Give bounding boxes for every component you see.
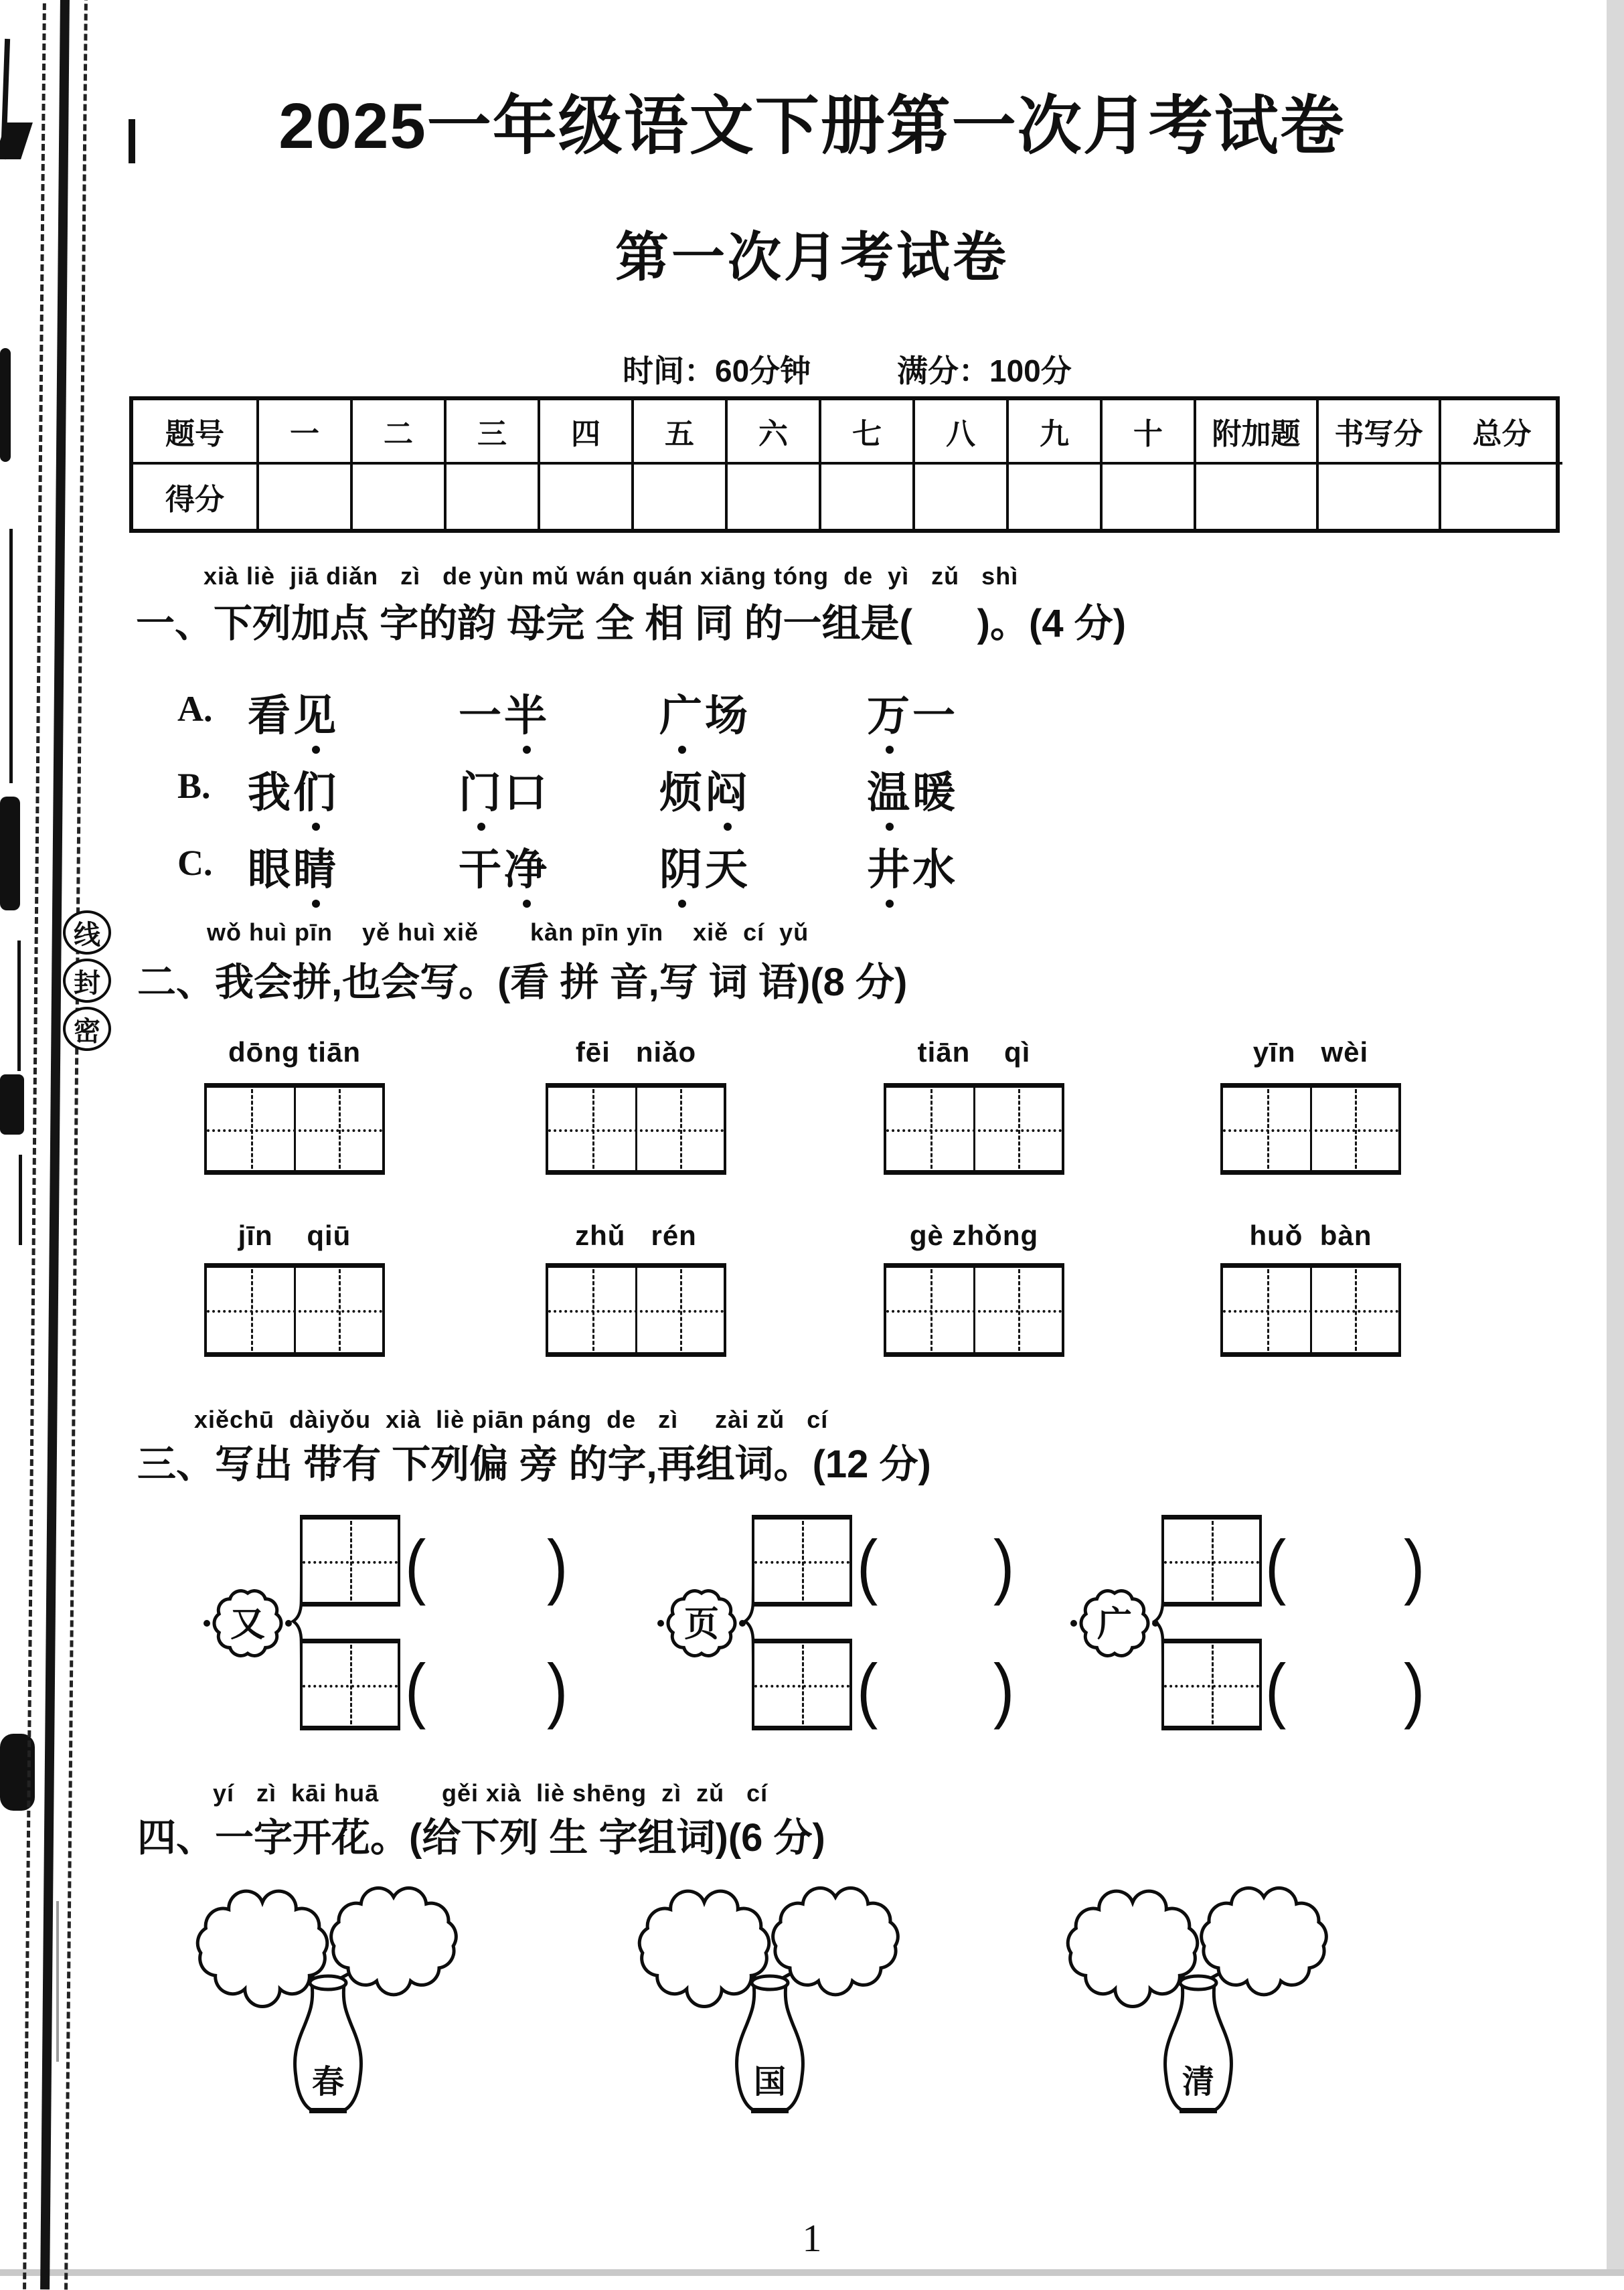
option-word <box>248 681 339 743</box>
seal-char-mi: 密 <box>63 1007 111 1051</box>
option-word <box>867 835 958 897</box>
grid-dotted-guide <box>1164 1685 1259 1688</box>
writing-grid-single-cell <box>752 1515 852 1607</box>
writing-grid-single-cell <box>752 1639 852 1730</box>
hanzi-char: 闷 <box>705 758 750 820</box>
score-table-score-row <box>133 465 1556 529</box>
pinyin-word-label: fēi niǎo <box>575 1036 697 1068</box>
score-table-column-header: 九 <box>1009 400 1103 465</box>
emphasis-dot-icon <box>523 900 531 908</box>
score-table-column-header: 二 <box>353 400 446 465</box>
grid-dotted-guide <box>548 1310 724 1313</box>
paren-close: ) <box>1404 1525 1425 1606</box>
section4-heading: 四、一字开花。(给下列 生 字组词)(6 分) <box>137 1816 825 1860</box>
score-table-column-header: 七 <box>821 400 915 465</box>
hanzi-char: 烦 <box>659 768 705 817</box>
page-bottom-edge <box>0 2269 1624 2276</box>
writing-grid-two-cell <box>884 1083 1064 1175</box>
hanzi-char: 井 <box>867 835 912 897</box>
vase-seed-char: 春 <box>311 2064 345 2100</box>
hanzi-char: 眼 <box>248 845 293 894</box>
exam-time: 时间：60分钟 <box>623 353 811 388</box>
radical-flower-badge <box>1071 1580 1158 1667</box>
hanzi-char: 半 <box>504 681 550 743</box>
scan-artifact <box>19 1155 22 1245</box>
section2-heading: 二、我会拼,也会写。(看 拼 音,写 词 语)(8 分) <box>137 961 908 1004</box>
emphasis-dot-icon <box>477 823 485 831</box>
radical-char: 广 <box>1097 1605 1133 1644</box>
writing-grid-two-cell <box>204 1083 385 1175</box>
paren-close: ) <box>547 1525 568 1606</box>
score-table-column-header: 四 <box>540 400 634 465</box>
score-row-label: 得分 <box>133 465 259 529</box>
option-word <box>659 681 750 743</box>
emphasis-dot-icon <box>678 900 686 908</box>
word-flower-vase-figure <box>656 1880 884 2121</box>
grid-dotted-guide <box>548 1129 724 1132</box>
grid-dotted-guide <box>754 1685 849 1688</box>
paren-open: ( <box>405 1649 426 1730</box>
writing-grid-two-cell <box>546 1263 726 1357</box>
emphasis-dot-icon <box>886 823 894 831</box>
grid-dotted-guide <box>886 1129 1062 1132</box>
score-input-cell <box>1319 465 1441 529</box>
word-flower-vase-figure <box>1084 1880 1312 2121</box>
score-table <box>129 396 1560 533</box>
option-word <box>248 835 339 897</box>
scan-artifact <box>9 529 13 783</box>
emphasis-dot-icon <box>886 746 894 754</box>
score-table-column-header: 八 <box>915 400 1009 465</box>
writing-grid-single-cell <box>300 1639 400 1730</box>
scan-artifact <box>0 348 11 462</box>
hanzi-char: 一 <box>459 691 504 740</box>
option-label: B. <box>177 766 211 806</box>
writing-grid-two-cell <box>204 1263 385 1357</box>
paren-close: ) <box>1404 1649 1425 1730</box>
paren-open: ( <box>857 1649 878 1730</box>
score-input-cell <box>728 465 821 529</box>
score-table-column-header: 附加题 <box>1196 400 1319 465</box>
hanzi-char: 万 <box>867 681 912 743</box>
option-word <box>459 681 550 743</box>
hanzi-char: 广 <box>659 681 705 743</box>
score-table-column-header: 书写分 <box>1319 400 1441 465</box>
option-label: C. <box>177 843 213 883</box>
paren-close: ) <box>547 1649 568 1730</box>
option-word <box>867 758 958 820</box>
score-table-column-header: 六 <box>728 400 821 465</box>
hanzi-char: 门 <box>459 758 504 820</box>
hanzi-char: 看 <box>248 691 293 740</box>
emphasis-dot-icon <box>886 900 894 908</box>
score-table-column-header: 三 <box>446 400 540 465</box>
option-word <box>659 758 750 820</box>
seal-binding-line <box>23 0 96 2290</box>
radical-char: 又 <box>230 1605 266 1644</box>
section4-pinyin-right: gěi xià liè shēng zì zǔ cí <box>442 1779 768 1807</box>
writing-grid-single-cell <box>300 1515 400 1607</box>
score-input-cell <box>259 465 353 529</box>
scan-artifact <box>17 940 21 1071</box>
hanzi-char: 睛 <box>293 835 339 897</box>
emphasis-dot-icon <box>523 746 531 754</box>
option-word <box>867 681 958 743</box>
grid-dotted-guide <box>1164 1561 1259 1564</box>
radical-flower-badge <box>658 1580 745 1667</box>
score-table-column-header: 一 <box>259 400 353 465</box>
option-row-C <box>177 835 1182 909</box>
pinyin-word-label: tiān qì <box>917 1036 1031 1068</box>
pinyin-word-label: yīn wèi <box>1252 1036 1369 1068</box>
section3-heading: 三、写出 带有 下列偏 旁 的字,再组词。(12 分) <box>137 1443 931 1486</box>
writing-grid-two-cell <box>1220 1083 1401 1175</box>
score-input-cell <box>353 465 446 529</box>
option-row-B <box>177 758 1182 832</box>
pinyin-word-label: dōng tiān <box>228 1036 361 1068</box>
score-input-cell <box>634 465 728 529</box>
exam-title: 2025一年级语文下册第一次月考试卷 <box>278 90 1346 162</box>
pinyin-word-label: zhǔ rén <box>575 1220 697 1251</box>
score-input-cell <box>1103 465 1196 529</box>
paren-close: ) <box>993 1525 1015 1606</box>
option-word <box>248 758 339 820</box>
score-table-column-header: 总分 <box>1441 400 1562 465</box>
paren-open: ( <box>1265 1649 1287 1730</box>
score-table-corner: 题号 <box>133 400 259 465</box>
option-word <box>459 758 550 820</box>
page-right-edge <box>1607 0 1624 2276</box>
hanzi-char: 阴 <box>659 835 705 897</box>
exam-full-score: 满分：100分 <box>897 353 1072 388</box>
grid-dotted-guide <box>1223 1129 1398 1132</box>
option-label: A. <box>177 689 213 729</box>
score-table-column-header: 五 <box>634 400 728 465</box>
section3-pinyin: xiěchū dàiyǒu xià liè piān páng de zì zài zǔ cí <box>194 1406 829 1433</box>
score-table-header-row <box>133 400 1556 465</box>
grid-dotted-guide <box>303 1561 398 1564</box>
paren-close: ) <box>993 1649 1015 1730</box>
vase-seed-char: 国 <box>753 2064 787 2100</box>
radical-char: 页 <box>683 1605 720 1644</box>
hanzi-char: 们 <box>293 758 339 820</box>
hanzi-char: 一 <box>912 691 958 740</box>
emphasis-dot-icon <box>312 900 320 908</box>
writing-grid-two-cell <box>1220 1263 1401 1357</box>
vase-seed-char: 清 <box>1182 2064 1215 2100</box>
grid-dotted-guide <box>303 1685 398 1688</box>
pinyin-word-label: huǒ bàn <box>1249 1220 1372 1251</box>
emphasis-dot-icon <box>312 823 320 831</box>
word-flower-vase-figure <box>214 1880 442 2121</box>
writing-grid-two-cell <box>884 1263 1064 1357</box>
score-input-cell <box>915 465 1009 529</box>
exam-subtitle: 第一次月考试卷 <box>615 228 1009 287</box>
option-word <box>659 835 750 897</box>
option-row-A <box>177 681 1182 755</box>
score-input-cell <box>446 465 540 529</box>
score-input-cell <box>540 465 634 529</box>
seal-char-xian: 线 <box>63 910 111 955</box>
score-input-cell <box>1441 465 1562 529</box>
seal-dashed-line-right <box>64 0 88 2289</box>
hanzi-char: 干 <box>459 845 504 894</box>
scan-artifact <box>0 797 20 910</box>
paren-open: ( <box>857 1525 878 1606</box>
hanzi-char: 场 <box>705 691 750 740</box>
hanzi-char: 温 <box>867 758 912 820</box>
hanzi-char: 净 <box>504 835 550 897</box>
writing-grid-single-cell <box>1161 1639 1262 1730</box>
grid-dotted-guide <box>1223 1310 1398 1313</box>
emphasis-dot-icon <box>678 746 686 754</box>
page-number: 1 <box>802 2216 822 2260</box>
emphasis-dot-icon <box>724 823 732 831</box>
score-input-cell <box>821 465 915 529</box>
section1-heading: 一、下列加点 字的韵 母完 全 相 同 的一组是( )。(4 分) <box>136 602 1127 645</box>
grid-dotted-guide <box>754 1561 849 1564</box>
binding-fold-line <box>40 0 70 2289</box>
writing-grid-single-cell <box>1161 1515 1262 1607</box>
grid-dotted-guide <box>886 1310 1062 1313</box>
hanzi-char: 暖 <box>912 768 958 817</box>
hanzi-char: 见 <box>293 681 339 743</box>
section4-pinyin-left: yí zì kāi huā <box>213 1779 380 1807</box>
section1-pinyin: xià liè jiā diǎn zì de yùn mǔ wán quán xiāng tóng de yì zǔ shì <box>204 562 1019 590</box>
pinyin-word-label: jīn qiū <box>238 1220 351 1251</box>
score-input-cell <box>1196 465 1319 529</box>
hanzi-char: 天 <box>705 845 750 894</box>
seal-char-feng: 封 <box>63 959 111 1003</box>
hanzi-char: 口 <box>504 768 550 817</box>
hanzi-char: 我 <box>248 768 293 817</box>
pinyin-word-label: gè zhǒng <box>909 1220 1039 1251</box>
grid-dotted-guide <box>207 1310 382 1313</box>
grid-dotted-guide <box>207 1129 382 1132</box>
option-word <box>459 835 550 897</box>
paren-open: ( <box>405 1525 426 1606</box>
radical-flower-badge <box>204 1580 291 1667</box>
hanzi-char: 水 <box>912 845 958 894</box>
scan-artifact <box>0 1074 24 1135</box>
paren-open: ( <box>1265 1525 1287 1606</box>
section2-pinyin: wǒ huì pīn yě huì xiě kàn pīn yīn xiě cí yǔ <box>207 918 809 946</box>
score-table-column-header: 十 <box>1103 400 1196 465</box>
emphasis-dot-icon <box>312 746 320 754</box>
writing-grid-two-cell <box>546 1083 726 1175</box>
score-input-cell <box>1009 465 1103 529</box>
